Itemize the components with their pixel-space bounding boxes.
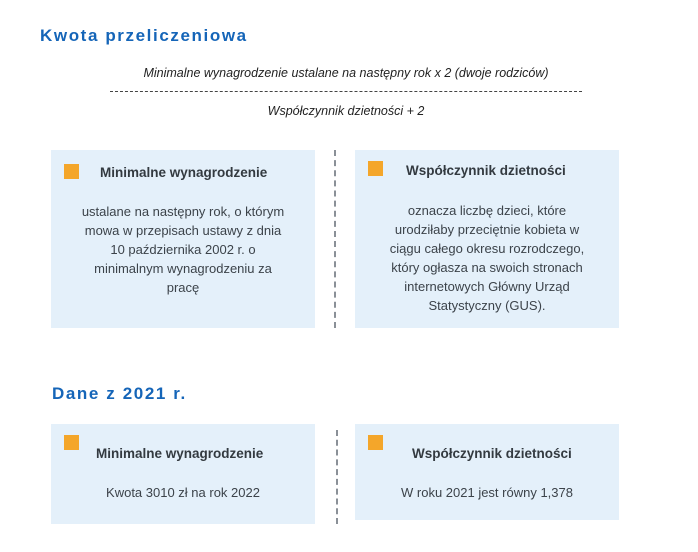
- card-body: W roku 2021 jest równy 1,378: [401, 485, 573, 500]
- formula-numerator: Minimalne wynagrodzenie ustalane na następny rok x 2 (dwoje rodziców): [143, 66, 549, 80]
- card-body: Kwota 3010 zł na rok 2022: [106, 485, 260, 500]
- square-bullet-icon: [64, 164, 79, 179]
- fraction-line: [110, 91, 582, 92]
- card-body-line: 10 października 2002 r. o: [110, 242, 256, 257]
- card-minimum-wage-2021: [51, 424, 315, 524]
- square-bullet-icon: [368, 161, 383, 176]
- card-body-line: Statystyczny (GUS).: [428, 298, 546, 313]
- card-body-line: internetowych Główny Urząd: [404, 279, 570, 294]
- card-body: [51, 202, 315, 297]
- card-body-line: mowa w przepisach ustawy z dnia: [84, 223, 282, 238]
- section-title-conversion-amount: Kwota przeliczeniowa: [40, 26, 248, 45]
- card-fertility-rate-2021: [355, 424, 619, 520]
- card-body-line: minimalnym wynagrodzeniu za: [94, 261, 272, 276]
- dashed-divider: [334, 150, 336, 328]
- card-title: Minimalne wynagrodzenie: [100, 165, 268, 180]
- card-body: [355, 201, 619, 315]
- card-body-line: ustalane na następny rok, o którym: [81, 204, 285, 219]
- square-bullet-icon: [368, 435, 383, 450]
- dashed-divider: [336, 430, 338, 524]
- section-title-2021-data: Dane z 2021 r.: [52, 384, 187, 403]
- card-body-line: pracę: [166, 280, 200, 295]
- card-title: Współczynnik dzietności: [412, 446, 572, 461]
- card-body-line: ciągu całego okresu rozrodczego,: [389, 241, 585, 256]
- card-title: Współczynnik dzietności: [406, 163, 566, 178]
- card-body-line: który ogłasza na swoich stronach: [391, 260, 583, 275]
- card-fertility-rate-definition: [355, 150, 619, 328]
- card-body-line: urodziłaby przeciętnie kobieta w: [394, 222, 580, 237]
- card-body-line: oznacza liczbę dzieci, które: [407, 203, 567, 218]
- card-minimum-wage-definition: [51, 150, 315, 328]
- card-title: Minimalne wynagrodzenie: [96, 446, 264, 461]
- square-bullet-icon: [64, 435, 79, 450]
- formula-denominator: Współczynnik dzietności + 2: [267, 104, 425, 118]
